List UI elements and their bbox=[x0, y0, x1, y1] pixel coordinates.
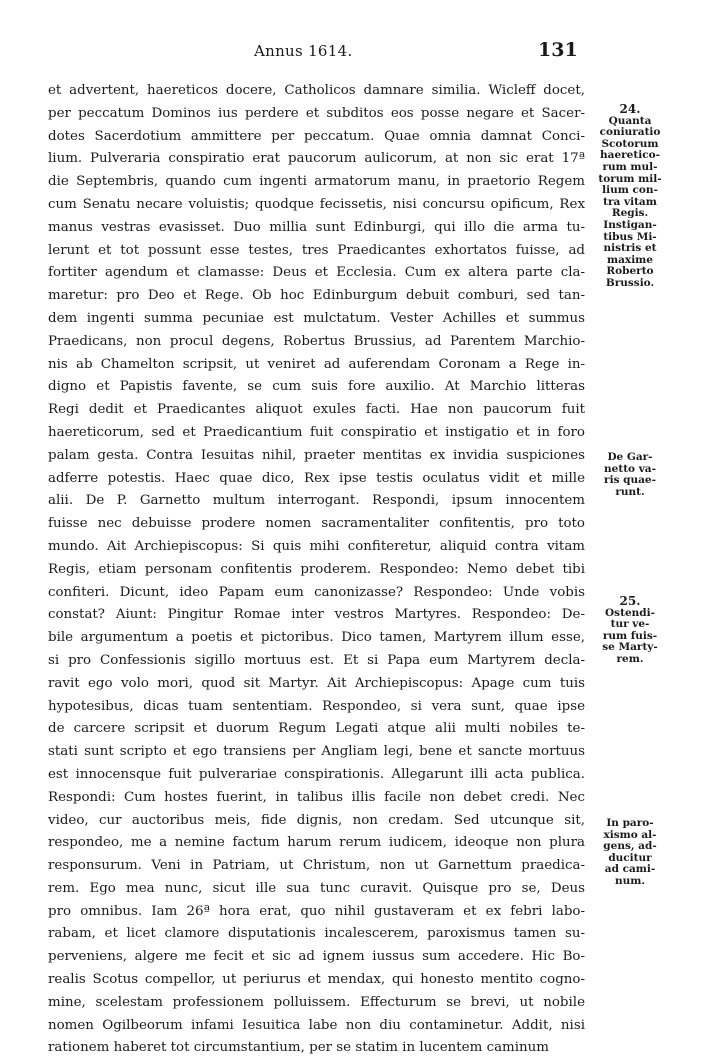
margin-note-number: 24. bbox=[619, 102, 641, 116]
margin-note-line: Brussio. bbox=[605, 276, 655, 289]
margin-note-conspiracy bbox=[588, 104, 672, 290]
margin-note-line: netto va- bbox=[604, 462, 656, 475]
margin-note-garnet bbox=[588, 452, 672, 498]
text-line: mine, scelestam professionem polluissem. Effecturum se brevi, ut nobile bbox=[48, 994, 585, 1010]
text-line: Regis, etiam personam confitentis proderem. Respondeo: Nemo debet tibi bbox=[48, 561, 585, 577]
text-line: nis ab Chamelton scripsit, ut veniret ad auferendam Coronam a Rege in- bbox=[48, 356, 585, 372]
running-title: Annus 1614. bbox=[254, 42, 353, 60]
margin-note-line: Ostendi- bbox=[605, 606, 655, 619]
text-line: bile argumentum a poetis et pictoribus. Dico tamen, Martyrem illum esse, bbox=[48, 630, 585, 646]
margin-note-martyr bbox=[588, 596, 672, 666]
text-line: rem. Ego mea nunc, sicut ille sua tunc curavit. Quisque pro se, Deus bbox=[48, 880, 585, 896]
text-line: Praedicans, non procul degens, Robertus Brussius, ad Parentem Marchio- bbox=[48, 333, 585, 349]
text-line: palam gesta. Contra Iesuitas nihil, praeter mentitas ex invidia suspiciones bbox=[48, 447, 585, 463]
margin-note-line: tur ve- bbox=[610, 618, 650, 631]
text-line: stati sunt scripto et ego transiens per Angliam legi, bene et sancte mortuus bbox=[48, 744, 585, 760]
margin-note-paroxysm bbox=[588, 818, 672, 888]
margin-note-line: torum mil- bbox=[598, 172, 662, 185]
text-line: haereticorum, sed et Praedicantium fuit conspiratio et instigatio et in foro bbox=[48, 424, 585, 440]
text-line: fuisse nec debuisse prodere nomen sacramentaliter confitentis, pro toto bbox=[48, 516, 585, 532]
margin-note-line: Regis. bbox=[611, 207, 649, 220]
text-line: rationem haberet tot circumstantium, per se statim in lucentem caminum bbox=[48, 1040, 549, 1056]
text-line: alii. De P. Garnetto multum interrogant. Respondi, ipsum innocentem bbox=[48, 493, 585, 509]
margin-note-line: tibus Mi- bbox=[603, 230, 657, 243]
margin-note-line: coniuratio bbox=[599, 126, 661, 139]
text-line: constat? Aiunt: Pingitur Romae inter vestros Martyres. Respondeo: De- bbox=[48, 607, 585, 623]
margin-note-number: 25. bbox=[619, 594, 641, 608]
margin-note-line: Instigan- bbox=[603, 218, 657, 231]
text-line: si pro Confessionis sigillo mortuus est. Et si Papa eum Martyrem decla- bbox=[48, 652, 585, 668]
text-line: dotes Sacerdotium ammittere per peccatum. Quae omnia damnat Conci- bbox=[48, 128, 585, 144]
margin-note-line: gens, ad- bbox=[603, 840, 657, 853]
text-line: cum Senatu necare voluistis; quodque fecissetis, nisi concursu opificum, Rex bbox=[48, 196, 585, 212]
margin-note-line: xismo al- bbox=[603, 828, 657, 841]
text-line: video, cur auctoribus meis, fide dignis, non credam. Sed utcunque sit, bbox=[48, 812, 585, 828]
text-line: realis Scotus compellor, ut periurus et mendax, qui honesto mentito cogno- bbox=[48, 972, 585, 988]
text-line: ravit ego volo mori, quod sit Martyr. Ait Archiepiscopus: Apage cum tuis bbox=[48, 675, 585, 691]
text-line: responsurum. Veni in Patriam, ut Christum, non ut Garnettum praedica- bbox=[48, 858, 585, 874]
margin-note-line: nistris et bbox=[603, 242, 657, 255]
text-line: de carcere scripsit et duorum Regum Legati atque alii multi nobiles te- bbox=[48, 721, 585, 737]
margin-note-line: tra vitam bbox=[603, 195, 657, 208]
margin-note-line: In paro- bbox=[606, 817, 654, 829]
text-line: per peccatum Dominos ius perdere et subditos eos posse negare et Sacer- bbox=[48, 105, 585, 121]
margin-note-line: haeretico- bbox=[600, 149, 660, 162]
text-line: fortiter agendum et clamasse: Deus et Ecclesia. Cum ex altera parte cla- bbox=[48, 265, 585, 281]
margin-note-line: ris quae- bbox=[604, 474, 656, 487]
text-line: dem ingenti summa pecuniae est mulctatum. Vester Achilles et summus bbox=[48, 310, 585, 326]
text-line: est innocensque fuit pulverariae conspirationis. Allegarunt illi acta publica. bbox=[48, 766, 585, 782]
text-line: et advertent, haereticos docere, Catholicos damnare similia. Wicleff docet, bbox=[48, 83, 585, 98]
margin-note-line: rum fuis- bbox=[602, 629, 658, 642]
text-line: maretur: pro Deo et Rege. Ob hoc Edinburgum debuit comburi, sed tan- bbox=[48, 288, 585, 304]
text-line: mundo. Ait Archiepiscopus: Si quis mihi confiteretur, aliquid contra vitam bbox=[48, 538, 585, 554]
margin-note-line: runt. bbox=[615, 485, 645, 498]
margin-note-line: ad cami- bbox=[604, 863, 656, 876]
text-line: lium. Pulveraria conspiratio erat paucorum aulicorum, at non sic erat 17ª bbox=[48, 151, 585, 167]
margin-note-line: rum mul- bbox=[602, 160, 658, 173]
margin-note-line: rem. bbox=[616, 652, 644, 665]
text-line: digno et Papistis favente, se cum suis fore auxilio. At Marchio litteras bbox=[48, 379, 585, 395]
margin-note-line: se Marty- bbox=[602, 641, 658, 654]
margin-note-line: Roberto bbox=[606, 265, 654, 278]
margin-note-line: Scotorum bbox=[601, 137, 659, 150]
text-line: nomen Ogilbeorum infami Iesuitica labe non diu contaminetur. Addit, nisi bbox=[48, 1017, 585, 1033]
text-line: hypotesibus, dicas tuam sententiam. Respondeo, si vera sunt, quae ipse bbox=[48, 698, 585, 714]
text-line: adferre potestis. Haec quae dico, Rex ipse testis oculatus vidit et mille bbox=[48, 470, 585, 486]
margin-note-line: maxime bbox=[607, 253, 653, 266]
text-line: rabam, et licet clamore disputationis incalescerem, paroxismus tamen su- bbox=[48, 926, 585, 942]
text-line: Respondi: Cum hostes fuerint, in talibus illis facile non debet credi. Nec bbox=[48, 789, 585, 805]
body-text bbox=[48, 80, 585, 1060]
margin-note-line: ducitur bbox=[608, 851, 652, 864]
text-line: respondeo, me a nemine factum harum rerum iudicem, ideoque non plura bbox=[48, 835, 585, 851]
text-line: Regi dedit et Praedicantes aliquot exules facti. Hae non paucorum fuit bbox=[48, 402, 585, 418]
text-line: die Septembris, quando cum ingenti armatorum manu, in praetorio Regem bbox=[48, 174, 585, 190]
margin-note-line: lium con- bbox=[602, 184, 658, 197]
text-line: pro omnibus. Iam 26ª hora erat, quo nihil gustaveram et ex febri labo- bbox=[48, 903, 585, 919]
text-line: perveniens, algere me fecit et sic ad ignem iussus sum accedere. Hic Bo- bbox=[48, 949, 585, 965]
text-line: confiteri. Dicunt, ideo Papam eum canonizasse? Respondeo: Unde vobis bbox=[48, 584, 585, 600]
text-line: manus vestras evasisset. Duo millia sunt Edinburgi, qui illo die arma tu- bbox=[48, 219, 585, 235]
margin-note-line: num. bbox=[614, 874, 646, 887]
text-line: lerunt et tot possunt esse testes, tres Praedicantes exhortatos fuisse, ad bbox=[48, 242, 585, 258]
page-number: 131 bbox=[538, 39, 578, 61]
margin-note-line: Quanta bbox=[608, 114, 652, 127]
page-header bbox=[0, 39, 720, 66]
margin-note-line: De Gar- bbox=[607, 451, 653, 463]
